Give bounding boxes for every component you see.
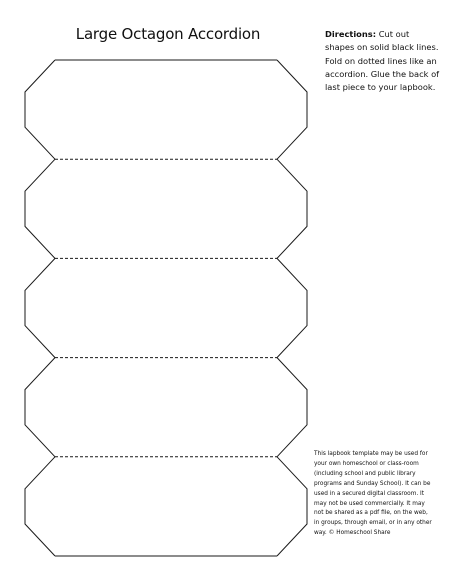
license-notice: This lapbook template may be used for your own homeschool or class-room (including school and public library programs and Sunday School). It can be used in a secured digital classroom. It may not be used commercially. It may not be shared as a pdf file, on the web, in groups, through email, or in any other way. © Homeschool Share [314, 451, 432, 537]
directions-body: Cut out shapes on solid black lines. Fold on dotted lines like an accordion. Glue the back of last piece to your lapbook. [325, 29, 440, 93]
page-title: Large Octagon Accordion [75, 25, 261, 43]
octagon-panel-outline [25, 258, 307, 357]
octagon-panel-outline [25, 60, 307, 159]
octagon-panel-outline [25, 159, 307, 258]
octagon-panel-outline [25, 457, 307, 556]
directions-label: Directions: [325, 29, 377, 39]
octagon-panel-outline [25, 358, 307, 457]
